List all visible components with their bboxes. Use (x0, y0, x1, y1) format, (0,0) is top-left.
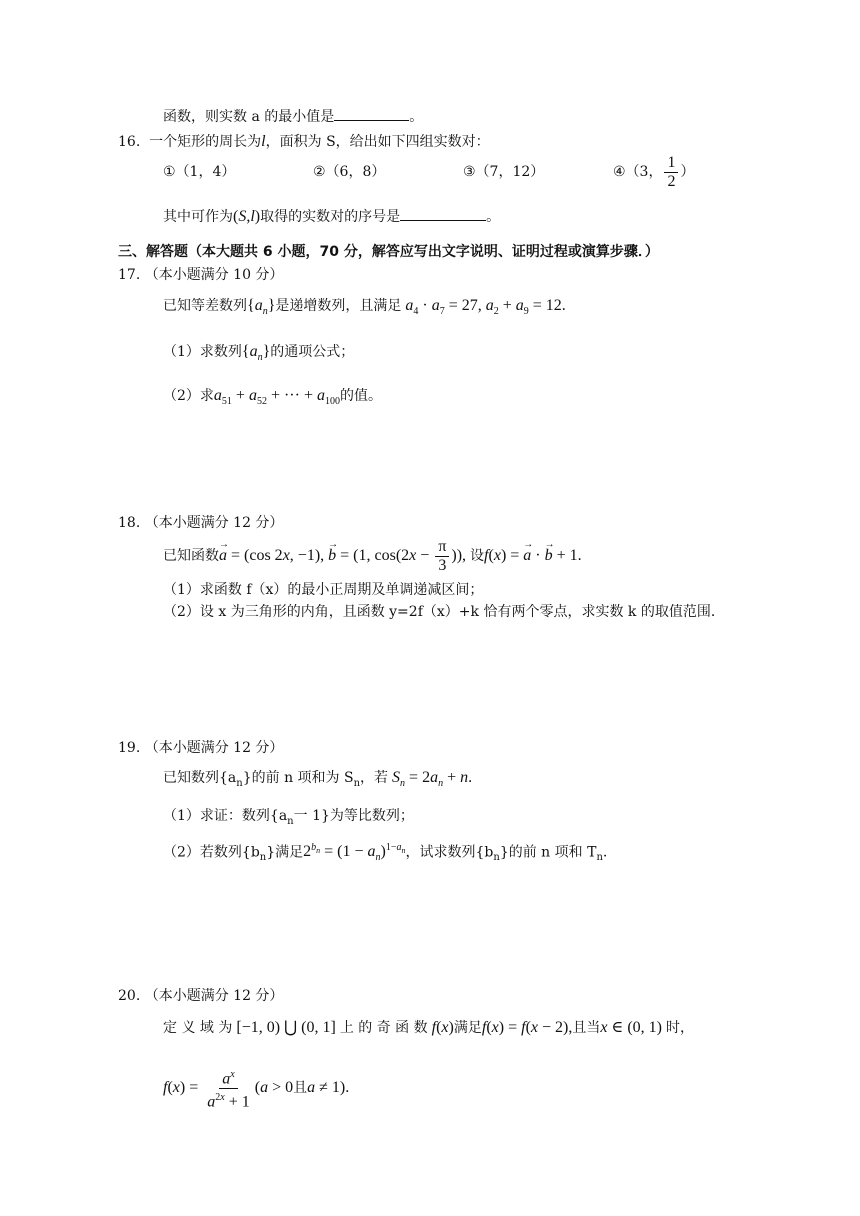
q18-part-1: （1）求函数 f（x）的最小正周期及单调递减区间； (163, 582, 484, 598)
answer-blank (334, 106, 409, 121)
q17-header: 17. （本小题满分 10 分） (118, 267, 284, 283)
q20-header: 20. （本小题满分 12 分） (118, 988, 284, 1004)
q16-option-2: ②（6，8） (313, 164, 386, 180)
q16-stem: 16. 一个矩形的周长为l，面积为 S，给出如下四组实数对： (118, 133, 490, 150)
q18-part-2: （2）设 x 为三角形的内角，且函数 y=2f（x）+k 恰有两个零点，求实数 k 的取值范围． (163, 604, 725, 620)
section-heading: 三、解答题（本大题共 6 小题，70 分，解答应写出文字说明、证明过程或演算步骤．） (118, 244, 659, 260)
q18-header: 18. （本小题满分 12 分） (118, 515, 284, 531)
q17-stem: 已知等差数列$\{a_n\}$是递增数列，且满足 $a_4 \cdot a_7 = 27$, $a_2 + a_9 = 12$. (163, 297, 566, 318)
q19-part-2: （2）若数列$\{b_n\}$满足$2^{b_n} = (1 - a_n)^{1-a_n}$，试求数列$\{b_n\}$的前 n 项和 $T_n$. (163, 842, 608, 864)
q20-stem: 定 义 域 为 [−1, 0) ⋃ (0, 1] 上 的 奇 函 数 f(x)满足f(x) = f(x − 2),且当x ∈ (0, 1) 时， (163, 1019, 694, 1036)
q20-formula: f(x) = $\frac{a^x}{a^{2x} + 1}$ (a > 0且a ≠ 1). (163, 1062, 349, 1114)
q19-header: 19. （本小题满分 12 分） (118, 740, 284, 756)
q19-stem: 已知数列$\{a_n\}$的前 n 项和为 $S_n$，若 $S_n = 2a_n + n$. (163, 769, 473, 790)
q17-part-1: （1）求数列$\{a_n\}$的通项公式； (163, 343, 355, 364)
q19-part-1: （1）求证：数列{$a_n$一 1}为等比数列； (163, 808, 414, 827)
q15-tail: 函数，则实数 a 的最小值是 。 (163, 106, 423, 127)
q16-follow: 其中可作为(S,l)取得的实数对的序号是 。 (163, 208, 501, 225)
q16-option-1: ①（1，4） (163, 164, 236, 180)
q17-part-2: （2）求$a_{51} + a_{52}$ + ··· + $a_{100}$的值。 (163, 387, 382, 408)
q18-stem: 已知函数→ a = (cos 2x, −1), → b = (1, cos(2x − $\frac{\pi}{3}$ )), 设f(x) = → a · → b + 1. (163, 534, 582, 578)
fraction: $\frac{1}{2}$ (664, 154, 678, 191)
q16-option-3: ③（7，12） (463, 164, 545, 180)
q16-option-4: ④（3， $\frac{1}{2}$ ） (613, 153, 695, 190)
answer-blank (400, 206, 486, 221)
